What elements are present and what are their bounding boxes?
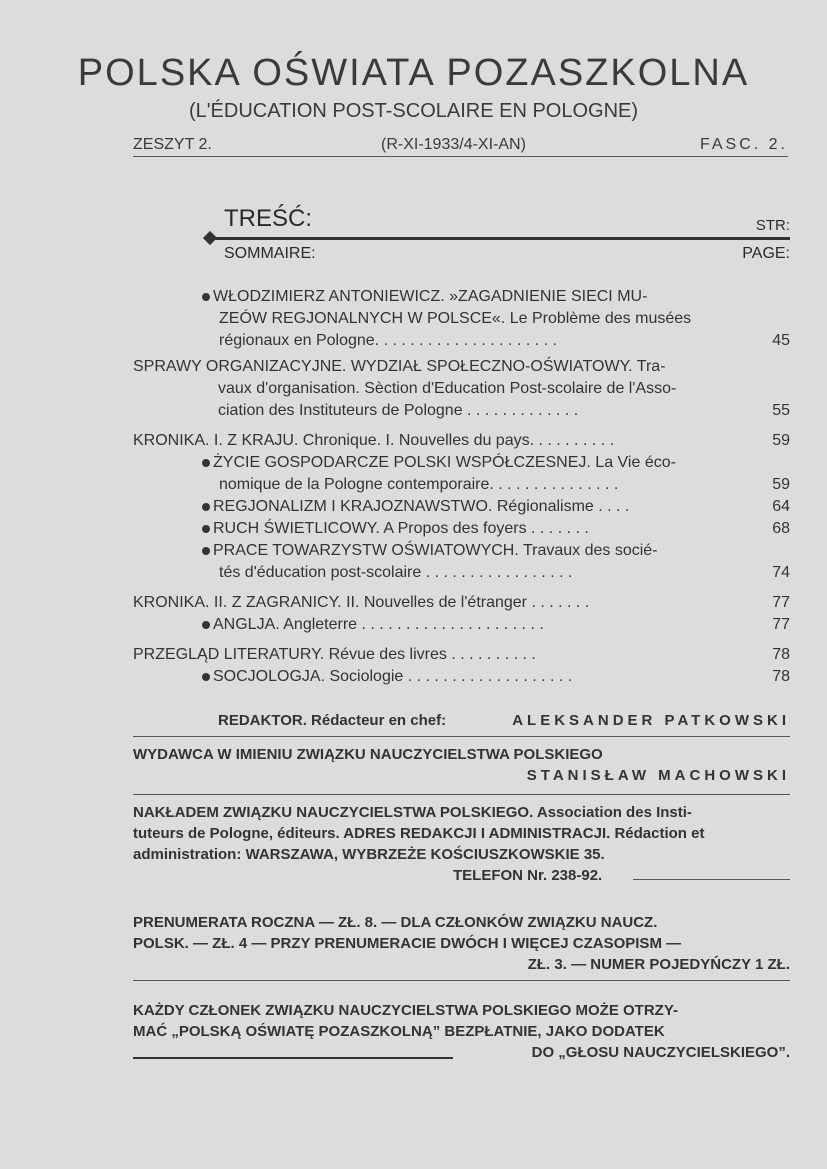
divider bbox=[633, 879, 790, 880]
toc-page-number: 77 bbox=[772, 594, 790, 611]
toc-entry-text: RUCH ŚWIETLICOWY. A Propos des foyers . . . . . . . bbox=[213, 520, 589, 537]
toc-entry-text: WŁODZIMIERZ ANTONIEWICZ. »ZAGADNIENIE SIECI MU- bbox=[213, 288, 648, 305]
divider bbox=[133, 980, 790, 981]
divider bbox=[133, 1057, 453, 1059]
toc-entry-text: régionaux en Pologne. . . . . . . . . . . . . . . . . . . . . bbox=[219, 332, 557, 349]
imprint-line: NAKŁADEM ZWIĄZKU NAUCZYCIELSTWA POLSKIEGO. Association des Insti- bbox=[133, 804, 692, 821]
toc-entry-text: ZEÓW REGJONALNYCH W POLSCE«. Le Problème des musées bbox=[219, 310, 692, 327]
toc-entry-text: vaux d'organisation. Sèction d'Education Post-scolaire de l'Asso- bbox=[218, 380, 677, 397]
toc-entry-text: REGJONALIZM I KRAJOZNAWSTWO. Régionalisme . . . . bbox=[213, 498, 630, 515]
toc-entry bbox=[133, 430, 790, 452]
toc-entry-text: PRZEGLĄD LITERATURY. Révue des livres . . . . . . . . . . bbox=[133, 646, 536, 663]
imprint-line: tuteurs de Pologne, éditeurs. ADRES REDAKCJI I ADMINISTRACJI. Rédaction et bbox=[133, 825, 705, 842]
imprint-line: administration: WARSZAWA, WYBRZEŻE KOŚCIUSZKOWSKIE 35. bbox=[133, 846, 605, 863]
toc-str-label: STR: bbox=[755, 217, 790, 234]
editor-label: REDAKTOR. Rédacteur en chef: bbox=[218, 712, 447, 729]
bullet-icon bbox=[202, 293, 210, 301]
bullet-icon bbox=[202, 525, 210, 533]
toc-entry-text: ŻYCIE GOSPODARCZE POLSKI WSPÓŁCZESNEJ. La Vie éco- bbox=[213, 454, 676, 471]
toc-entry bbox=[133, 644, 790, 666]
toc-rule bbox=[210, 237, 790, 240]
toc-page-number: 68 bbox=[772, 520, 790, 537]
toc-entry-text: PRACE TOWARZYSTW OŚWIATOWYCH. Travaux des socié- bbox=[213, 542, 658, 559]
toc-page-number: 59 bbox=[772, 432, 790, 449]
journal-title: POLSKA OŚWIATA POZASZKOLNA bbox=[77, 52, 750, 94]
toc-entry-text: SOCJOLOGJA. Sociologie . . . . . . . . . . . . . . . . . . . bbox=[213, 668, 573, 685]
divider bbox=[133, 736, 790, 737]
toc-entry-text: ANGLJA. Angleterre . . . . . . . . . . . . . . . . . . . . . bbox=[213, 616, 544, 633]
toc-page-number: 78 bbox=[772, 646, 790, 663]
member-note-block bbox=[133, 1000, 790, 1063]
toc-page-number: 74 bbox=[772, 564, 790, 581]
toc-entry-text: tés d'éducation post-scolaire . . . . . . . . . . . . . . . . . bbox=[219, 564, 573, 581]
toc-entry bbox=[202, 614, 790, 636]
bullet-icon bbox=[202, 547, 210, 555]
subscription-line: POLSK. — ZŁ. 4 — PRZY PRENUMERACIE DWÓCH I WIĘCEJ CZASOPISM — bbox=[133, 935, 682, 952]
toc-entry-text: KRONIKA. I. Z KRAJU. Chronique. I. Nouvelles du pays. . . . . . . . . . bbox=[133, 432, 615, 449]
toc-page-label: PAGE: bbox=[742, 245, 790, 262]
bullet-icon bbox=[202, 621, 210, 629]
toc-entry bbox=[202, 286, 790, 352]
toc-sommaire-label: SOMMAIRE: bbox=[224, 245, 316, 262]
publisher-text: WYDAWCA W IMIENIU ZWIĄZKU NAUCZYCIELSTWA POLSKIEGO bbox=[133, 746, 603, 763]
toc-page-number: 55 bbox=[772, 402, 790, 419]
subscription-line: ZŁ. 3. — NUMER POJEDYŃCZY 1 ZŁ. bbox=[527, 956, 790, 973]
issue-info-row bbox=[133, 136, 788, 157]
toc-header bbox=[210, 205, 790, 265]
toc-page-number: 45 bbox=[772, 332, 790, 349]
fascicle-number: FASC. 2. bbox=[699, 136, 788, 153]
phone-number: TELEFON Nr. 238-92. bbox=[453, 867, 603, 884]
member-note-line: DO „GŁOSU NAUCZYCIELSKIEGO”. bbox=[531, 1044, 790, 1061]
subscription-line: PRENUMERATA ROCZNA — ZŁ. 8. — DLA CZŁONKÓW ZWIĄZKU NAUCZ. bbox=[133, 914, 658, 931]
issue-date: (R-XI-1933/4-XI-AN) bbox=[381, 136, 526, 153]
member-note-line: KAŻDY CZŁONEK ZWIĄZKU NAUCZYCIELSTWA POLSKIEGO MOŻE OTRZY- bbox=[133, 1002, 678, 1019]
editor-name: ALEKSANDER PATKOWSKI bbox=[512, 712, 790, 729]
toc-entry bbox=[202, 540, 790, 584]
divider bbox=[133, 794, 790, 795]
toc-entry bbox=[133, 592, 790, 614]
imprint-block bbox=[133, 802, 790, 886]
bullet-icon bbox=[202, 673, 210, 681]
toc-page-number: 59 bbox=[772, 476, 790, 493]
journal-subtitle: (L'ÉDUCATION POST-SCOLAIRE EN POLOGNE) bbox=[188, 100, 639, 122]
publisher-name: STANISŁAW MACHOWSKI bbox=[526, 767, 790, 784]
editor-line bbox=[218, 710, 790, 731]
toc-page-number: 77 bbox=[772, 616, 790, 633]
bullet-icon bbox=[202, 459, 210, 467]
toc-entry bbox=[202, 518, 790, 540]
toc-page-number: 64 bbox=[772, 498, 790, 515]
toc-entry bbox=[202, 496, 790, 518]
toc-entry-text: ciation des Instituteurs de Pologne . . . . . . . . . . . . . bbox=[218, 402, 579, 419]
bullet-icon bbox=[202, 503, 210, 511]
issue-number: ZESZYT 2. bbox=[133, 136, 212, 153]
toc-entry bbox=[133, 356, 790, 422]
publisher-line bbox=[133, 744, 790, 786]
toc-entry-text: nomique de la Pologne contemporaire. . . . . . . . . . . . . . . bbox=[219, 476, 619, 493]
toc-page-number: 78 bbox=[772, 668, 790, 685]
toc-heading: TREŚĆ: bbox=[224, 205, 313, 232]
toc-entry-text: SPRAWY ORGANIZACYJNE. WYDZIAŁ SPOŁECZNO-OŚWIATOWY. Tra- bbox=[133, 358, 666, 375]
toc-entry bbox=[202, 452, 790, 496]
subscription-block bbox=[133, 912, 790, 975]
toc-entry-text: KRONIKA. II. Z ZAGRANICY. II. Nouvelles de l'étranger . . . . . . . bbox=[133, 594, 590, 611]
toc-entry bbox=[202, 666, 790, 688]
member-note-line: MAĆ „POLSKĄ OŚWIATĘ POZASZKOLNĄ” BEZPŁATNIE, JAKO DODATEK bbox=[133, 1023, 665, 1040]
